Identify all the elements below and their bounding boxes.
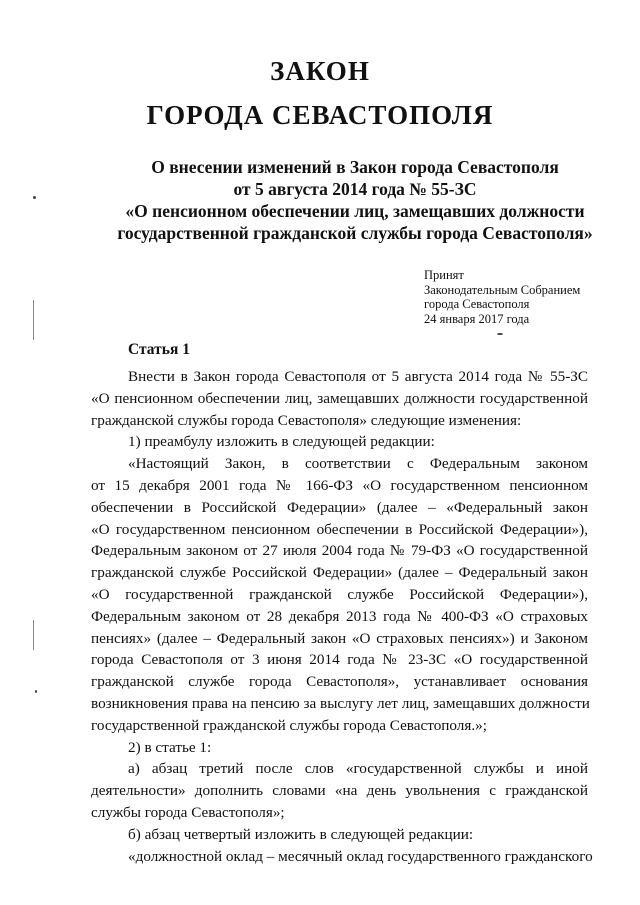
body-line: от 15 декабря 2001 года № 166-ФЗ «О государственном пенсионном [91, 476, 588, 494]
scan-speck [497, 333, 503, 335]
scan-edge-mark [33, 620, 34, 650]
body-line: деятельности» дополнить словами «на день увольнения с гражданской [91, 782, 588, 800]
scan-edge-mark [33, 300, 34, 340]
body-line: 1) преамбулу изложить в следующей редакции: [128, 433, 435, 451]
scan-speck [35, 690, 37, 693]
adoption-note [424, 268, 580, 326]
body-line: Федеральным законом от 28 декабря 2013 года № 400-ФЗ «О страховых [91, 607, 588, 625]
adoption-date: 24 января 2017 года [424, 311, 530, 326]
body-line: Внести в Закон города Севастополя от 5 августа 2014 года № 55-ЗС [128, 368, 588, 385]
subtitle-line: О внесении изменений в Закон города Севастополя [151, 157, 559, 177]
adoption-line: города Севастополя [424, 297, 530, 311]
body-line: Федеральным законом от 27 июля 2004 года № 79-ФЗ «О государственной [91, 542, 588, 560]
body-line: возникновения права на пенсию за выслугу лет лиц, замещавших должности [91, 694, 590, 712]
body-line: службы города Севастополя»; [91, 803, 285, 821]
adoption-line: Законодательным Собранием [424, 282, 581, 297]
body-line: а) абзац третий после слов «государственной службы и иной [128, 760, 588, 778]
law-subtitle [80, 156, 630, 244]
body-line: 2) в статье 1: [128, 738, 212, 756]
law-city-title: ГОРОДА СЕВАСТОПОЛЯ [146, 100, 494, 130]
body-line: «О государственном пенсионном обеспечении в Российской Федерации»), [91, 520, 588, 538]
body-line: «Настоящий Закон, в соответствии с Федеральным законом [128, 455, 588, 473]
body-line: обеспечении в Российской Федерации» (далее – «Федеральный закон [91, 498, 588, 516]
body-line: государственной гражданской службы города Севастополя.»; [91, 716, 487, 734]
body-line: пенсиях» (далее – Федеральный закон «О страховых пенсиях») и Законом [91, 629, 588, 647]
law-title: ЗАКОН [270, 56, 370, 86]
scan-speck [33, 196, 36, 199]
subtitle-line: от 5 августа 2014 года № 55-ЗС [233, 179, 477, 199]
body-line: б) абзац четвертый изложить в следующей редакции: [128, 825, 474, 843]
body-line: гражданской службе Российской Федерации» (далее – Федеральный закон [91, 564, 588, 582]
subtitle-line: государственной гражданской службы города Севастополя» [117, 223, 593, 243]
body-line: гражданской службы города Севастополя» следующие изменения: [91, 411, 522, 429]
body-line: «должностной оклад – месячный оклад государственного гражданского [128, 847, 593, 865]
article-body [91, 366, 593, 867]
body-line: «О пенсионном обеспечении лиц, замещавших должности государственной [91, 389, 588, 407]
body-line: города Севастополя от 3 июня 2014 года № 23-ЗС «О государственной [91, 651, 588, 669]
body-line: гражданской службе города Севастополя», устанавливает основания [91, 673, 588, 691]
article-heading: Статья 1 [128, 341, 190, 358]
subtitle-line: «О пенсионном обеспечении лиц, замещавших должности [125, 201, 585, 221]
adoption-line: Принят [424, 268, 464, 282]
body-line: «О государственной гражданской службе Российской Федерации»), [91, 585, 588, 603]
